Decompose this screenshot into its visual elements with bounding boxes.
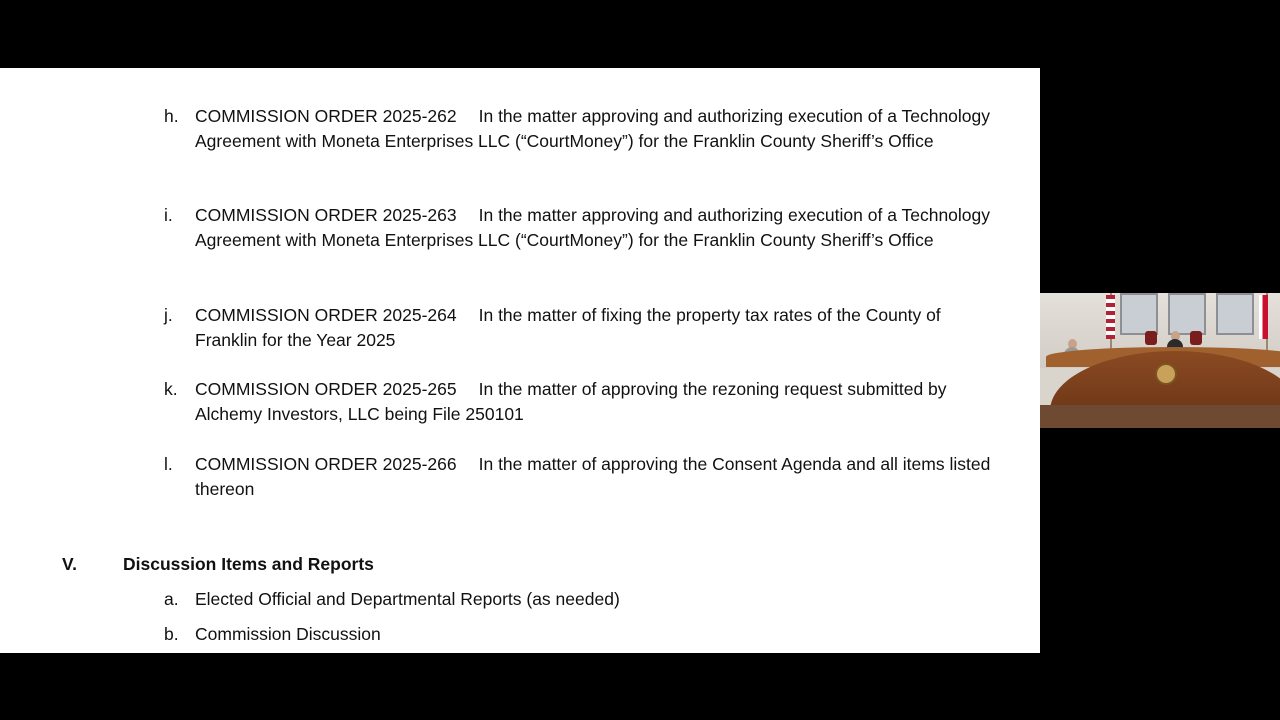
state-flag-icon [1259, 295, 1268, 339]
item-letter: l. [164, 454, 173, 474]
item-description [195, 104, 995, 154]
commission-order-number: COMMISSION ORDER 2025-262 [195, 106, 457, 126]
camera-window [1216, 293, 1254, 335]
item-letter: h. [164, 106, 179, 126]
section-title: Discussion Items and Reports [123, 554, 374, 574]
item-text: In the matter approving and authorizing execution of a Technology Agreement with Moneta Enterprises LLC (“CourtMoney”) for the Franklin County Sheriff’s Office [195, 205, 991, 250]
commission-order-number: COMMISSION ORDER 2025-265 [195, 379, 457, 399]
sub-item-text: Elected Official and Departmental Reports (as needed) [195, 589, 620, 609]
commission-order-number: COMMISSION ORDER 2025-266 [195, 454, 457, 474]
item-letter: k. [164, 379, 178, 399]
item-description [195, 377, 995, 427]
item-description [195, 303, 995, 353]
chair [1145, 331, 1157, 345]
sub-item-b [0, 622, 1040, 647]
agenda-slide [0, 68, 1040, 653]
commission-order-number: COMMISSION ORDER 2025-264 [195, 305, 457, 325]
county-seal-icon [1155, 363, 1177, 385]
sub-item-a [0, 587, 1040, 612]
commission-order-number: COMMISSION ORDER 2025-263 [195, 205, 457, 225]
item-text: In the matter of fixing the property tax rates of the County of Franklin for the Year 2025 [195, 305, 941, 350]
camera-feed-thumbnail [1040, 293, 1280, 428]
item-letter: i. [164, 205, 173, 225]
item-description [195, 452, 995, 502]
sub-item-letter: a. [164, 589, 179, 609]
chair [1190, 331, 1202, 345]
sub-item-text: Commission Discussion [195, 624, 381, 644]
item-text: In the matter of approving the Consent Agenda and all items listed thereon [195, 454, 991, 499]
item-letter: j. [164, 305, 173, 325]
us-flag-icon [1106, 295, 1115, 339]
section-numeral: V. [62, 554, 77, 574]
sub-item-letter: b. [164, 624, 179, 644]
floor [1040, 405, 1280, 428]
camera-window [1168, 293, 1206, 335]
item-text: In the matter approving and authorizing execution of a Technology Agreement with Moneta Enterprises LLC (“CourtMoney”) for the Franklin County Sheriff’s Office [195, 106, 991, 151]
item-description [195, 203, 995, 253]
camera-window [1120, 293, 1158, 335]
item-text: In the matter of approving the rezoning request submitted by Alchemy Investors, LLC being File 250101 [195, 379, 947, 424]
